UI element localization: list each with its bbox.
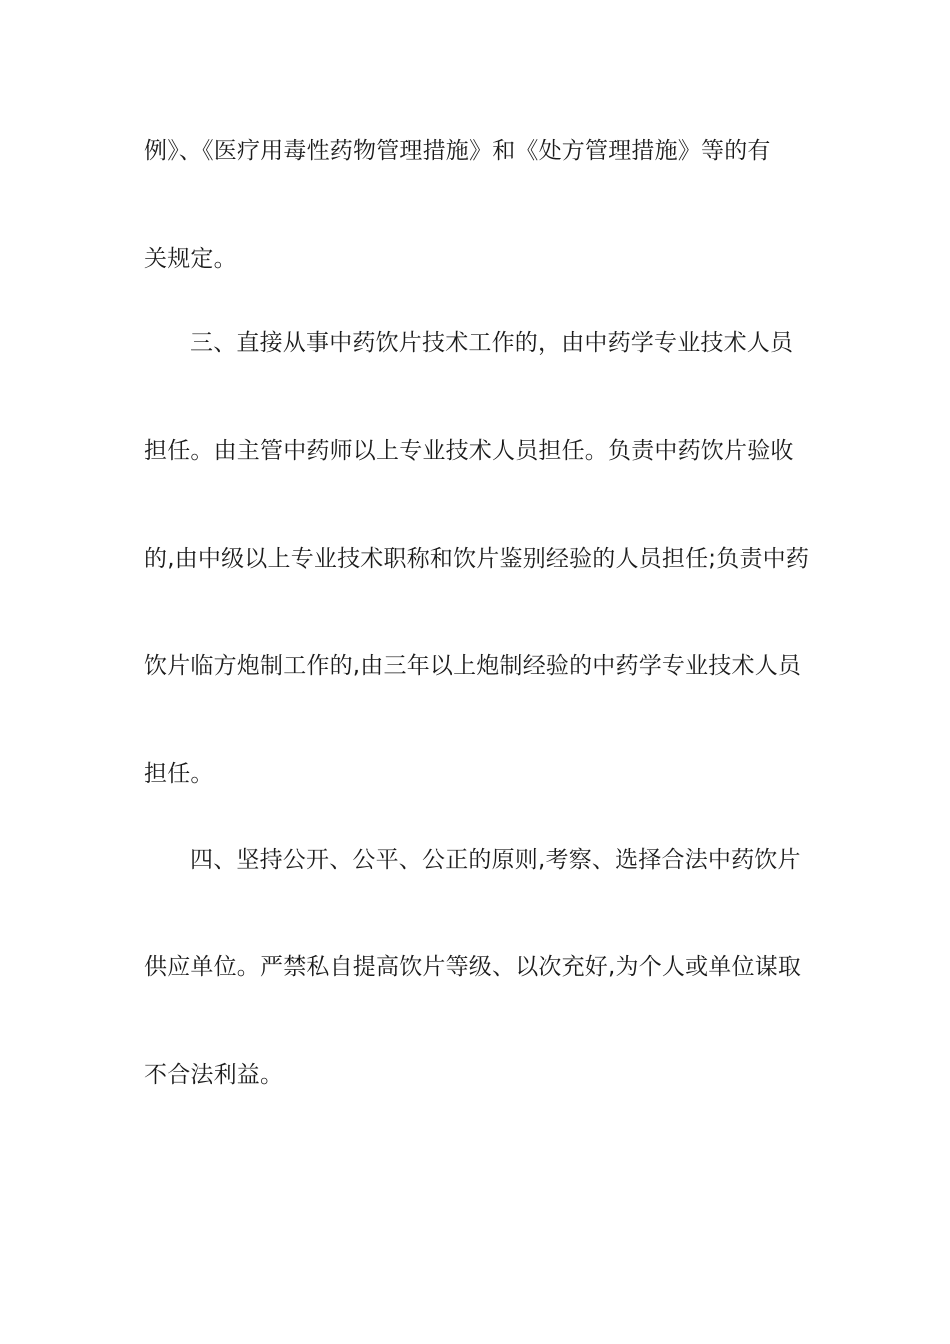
text-line: 饮片临方炮制工作的,由三年以上炮制经验的中药学专业技术人员 — [144, 653, 802, 679]
text-line: 担任。由主管中药师以上专业技术人员担任。负责中药饮片验收 — [144, 438, 794, 464]
text-line: 例》、《医疗用毒性药物管理措施》和《处方管理措施》等的有 — [144, 138, 771, 164]
text-line: 不合法利益。 — [144, 1062, 284, 1088]
text-line: 供应单位。严禁私自提高饮片等级、以次充好,为个人或单位谋取 — [144, 954, 802, 980]
text-line: 关规定。 — [144, 246, 237, 272]
text-line: 的,由中级以上专业技术职称和饮片鉴别经验的人员担任;负责中药 — [144, 546, 810, 572]
text-line: 担任。 — [144, 761, 214, 787]
paragraph-start-line: 三、直接从事中药饮片技术工作的，由中药学专业技术人员 — [190, 330, 794, 356]
paragraph-start-line: 四、坚持公开、公平、公正的原则,考察、选择合法中药饮片 — [190, 847, 801, 873]
